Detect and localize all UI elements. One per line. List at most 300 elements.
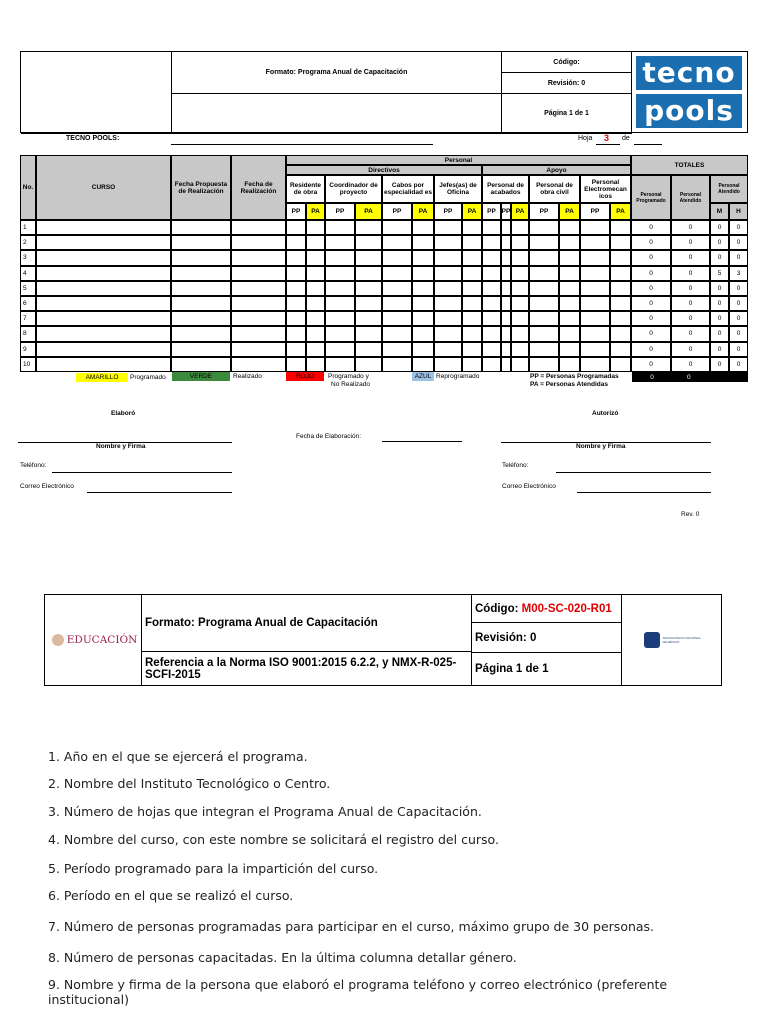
- instruction-1: 1. Año en el que se ejercerá el programa.: [48, 749, 308, 764]
- row-total-programado: 0: [631, 311, 671, 326]
- row-atendido-h: 0: [729, 235, 748, 250]
- grid-cell: [482, 281, 501, 296]
- grid-cell: [482, 266, 501, 281]
- grid-cell: [462, 311, 482, 326]
- grid-cell: [412, 342, 434, 357]
- instruction-6: 6. Período en el que se realizó el curso.: [48, 888, 294, 903]
- grid-cell: [501, 220, 511, 235]
- instruction-2: 2. Nombre del Instituto Tecnológico o Centro.: [48, 776, 331, 791]
- grid-cell: [610, 235, 631, 250]
- de-line: [634, 144, 662, 145]
- grid-cell: [559, 220, 580, 235]
- grid-cell: [306, 220, 325, 235]
- row-total-atendido: 0: [671, 326, 710, 341]
- grid-cell: [529, 220, 559, 235]
- grid-cell: [36, 220, 171, 235]
- grid-cell: [511, 281, 529, 296]
- grid-cell: [306, 235, 325, 250]
- grid-cell: [559, 266, 580, 281]
- row-atendido-h: 0: [729, 342, 748, 357]
- grid-cell: [580, 296, 610, 311]
- grid-cell: [610, 357, 631, 372]
- sep-codigo-label: Código:: [475, 602, 519, 615]
- grid-cell: [355, 326, 382, 341]
- grid-cell: [286, 281, 306, 296]
- grid-cell: [171, 326, 231, 341]
- row-number: 9: [20, 342, 36, 357]
- grid-cell: [529, 342, 559, 357]
- grid-cell: [286, 235, 306, 250]
- grid-cell: [434, 296, 462, 311]
- col-m: M: [710, 203, 729, 220]
- grid-cell: [580, 281, 610, 296]
- grid-cell: [325, 281, 355, 296]
- row-total-programado: 0: [631, 296, 671, 311]
- elaboro-nombre-firma: Nombre y Firma: [96, 443, 146, 450]
- row-number: 2: [20, 235, 36, 250]
- grid-cell: [610, 296, 631, 311]
- grid-cell: [231, 220, 286, 235]
- grid-cell: [325, 250, 355, 265]
- col-curso: CURSO: [36, 155, 171, 220]
- col-fecha-propuesta: Fecha Propuesta de Realización: [171, 155, 231, 220]
- grid-cell: [482, 311, 501, 326]
- grid-cell: [382, 281, 412, 296]
- grid-cell: [434, 311, 462, 326]
- grid-cell: [434, 250, 462, 265]
- grid-cell: [36, 296, 171, 311]
- grid-cell: [355, 235, 382, 250]
- grid-cell: [171, 235, 231, 250]
- grid-cell: [529, 235, 559, 250]
- grid-cell: [529, 296, 559, 311]
- pp-cabos: PP: [382, 203, 412, 220]
- grid-cell: [286, 342, 306, 357]
- grid-cell: [529, 326, 559, 341]
- pp-residente: PP: [286, 203, 306, 220]
- logo-line-2: pools: [636, 94, 742, 128]
- instruction-3: 3. Número de hojas que integran el Programa Anual de Capacitación.: [48, 804, 482, 819]
- grid-cell: [306, 326, 325, 341]
- grid-cell: [511, 357, 529, 372]
- header-title: Formato: Programa Anual de Capacitación: [172, 52, 502, 94]
- col-atendido-genero: Personal Atendido: [710, 175, 748, 203]
- grid-cell: [412, 235, 434, 250]
- grid-cell: [559, 357, 580, 372]
- pa-note: PA = Personas Atendidas: [530, 381, 608, 388]
- grid-cell: [355, 311, 382, 326]
- grid-cell: [306, 357, 325, 372]
- row-atendido-h: 0: [729, 250, 748, 265]
- grid-cell: [36, 235, 171, 250]
- grid-cell: [171, 311, 231, 326]
- row-atendido-h: 0: [729, 326, 748, 341]
- hoja-label: Hoja: [578, 135, 593, 142]
- grid-cell: [306, 266, 325, 281]
- pp-jefes: PP: [434, 203, 462, 220]
- grid-cell: [501, 357, 511, 372]
- grid-cell: [501, 235, 511, 250]
- instruction-8: 8. Número de personas capacitadas. En la última columna detallar género.: [48, 950, 517, 965]
- instruction-5: 5. Período programado para la impartición del curso.: [48, 861, 379, 876]
- elaboro-correo-label: Correo Electrónico: [20, 483, 74, 490]
- grid-cell: [231, 342, 286, 357]
- grid-cell: [286, 311, 306, 326]
- grid-cell: [306, 296, 325, 311]
- grid-cell: [434, 357, 462, 372]
- grid-cell: [231, 357, 286, 372]
- grid-cell: [559, 342, 580, 357]
- grid-cell: [286, 266, 306, 281]
- grid-cell: [36, 266, 171, 281]
- row-total-programado: 0: [631, 250, 671, 265]
- grid-cell: [511, 235, 529, 250]
- educacion-logo-text: EDUCACIÓN: [66, 634, 138, 646]
- grid-cell: [355, 250, 382, 265]
- grid-cell: [325, 342, 355, 357]
- row-total-atendido: 0: [671, 281, 710, 296]
- grid-cell: [580, 342, 610, 357]
- sep-codigo: [472, 595, 622, 623]
- grid-cell: [412, 281, 434, 296]
- grid-cell: [382, 266, 412, 281]
- row-atendido-h: 0: [729, 296, 748, 311]
- col-fecha-realizacion: Fecha de Realización: [231, 155, 286, 220]
- grid-cell: [325, 266, 355, 281]
- grid-cell: [610, 281, 631, 296]
- grid-cell: [559, 326, 580, 341]
- grid-cell: [501, 296, 511, 311]
- grid-cell: [529, 281, 559, 296]
- grid-cell: [355, 281, 382, 296]
- grid-cell: [355, 296, 382, 311]
- grid-cell: [559, 296, 580, 311]
- grid-cell: [171, 296, 231, 311]
- legend-verde-text: Realizado: [233, 373, 262, 380]
- header-codigo: Código:: [502, 52, 632, 73]
- row-atendido-m: 0: [710, 220, 729, 235]
- grid-cell: [382, 250, 412, 265]
- header-title-blank: [172, 94, 502, 134]
- group-personal: Personal: [286, 155, 631, 165]
- educacion-logo-cell: [45, 595, 142, 686]
- grid-cell: [482, 326, 501, 341]
- grid-cell: [559, 311, 580, 326]
- grid-cell: [501, 250, 511, 265]
- pp-coordinador: PP: [325, 203, 355, 220]
- group-apoyo: Apoyo: [482, 165, 631, 175]
- row-total-atendido: 0: [671, 266, 710, 281]
- grid-cell: [325, 357, 355, 372]
- grid-cell: [580, 235, 610, 250]
- row-total-programado: 0: [631, 357, 671, 372]
- grid-cell: [382, 311, 412, 326]
- grid-cell: [511, 311, 529, 326]
- grid-cell: [462, 357, 482, 372]
- grid-cell: [382, 326, 412, 341]
- row-total-atendido: 0: [671, 296, 710, 311]
- row-atendido-m: 5: [710, 266, 729, 281]
- grid-cell: [306, 311, 325, 326]
- grid-cell: [171, 281, 231, 296]
- row-atendido-m: 0: [710, 250, 729, 265]
- row-atendido-h: 0: [729, 220, 748, 235]
- col-h: H: [729, 203, 748, 220]
- grid-cell: [325, 235, 355, 250]
- grid-cell: [286, 220, 306, 235]
- grid-cell: [231, 281, 286, 296]
- row-total-programado: 0: [631, 281, 671, 296]
- grid-cell: [482, 235, 501, 250]
- grid-cell: [462, 250, 482, 265]
- grid-cell: [434, 281, 462, 296]
- group-totales: TOTALES: [631, 155, 748, 175]
- grid-cell: [306, 342, 325, 357]
- grid-cell: [171, 250, 231, 265]
- sep-revision: Revisión: 0: [472, 623, 622, 653]
- grid-cell: [482, 250, 501, 265]
- grid-cell: [355, 266, 382, 281]
- row-number: 8: [20, 326, 36, 341]
- grid-cell: [610, 311, 631, 326]
- row-total-programado: 0: [631, 266, 671, 281]
- grid-cell: [610, 342, 631, 357]
- grid-cell: [462, 296, 482, 311]
- grid-cell: [462, 266, 482, 281]
- grid-cell: [412, 357, 434, 372]
- pp-note: PP = Personas Programadas: [530, 373, 619, 380]
- row-number: 3: [20, 250, 36, 265]
- row-atendido-m: 0: [710, 296, 729, 311]
- row-total-atendido: 0: [671, 311, 710, 326]
- row-total-programado: 0: [631, 235, 671, 250]
- grid-cell: [36, 281, 171, 296]
- pa-electro: PA: [610, 203, 631, 220]
- row-total-atendido: 0: [671, 357, 710, 372]
- pa-coordinador: PA: [355, 203, 382, 220]
- row-total-atendido: 0: [671, 220, 710, 235]
- sep-codigo-value: M00-SC-020-R01: [521, 602, 612, 615]
- row-total-atendido: 0: [671, 342, 710, 357]
- grid-cell: [171, 266, 231, 281]
- grid-cell: [36, 250, 171, 265]
- grid-cell: [511, 342, 529, 357]
- legend-amarillo: AMARILLO: [76, 373, 128, 382]
- row-atendido-h: 0: [729, 357, 748, 372]
- grid-cell: [559, 235, 580, 250]
- grid-cell: [231, 296, 286, 311]
- elaboro-correo-line: [87, 492, 232, 493]
- grid-cell: [580, 326, 610, 341]
- row-total-programado: 0: [631, 220, 671, 235]
- grid-cell: [482, 357, 501, 372]
- grid-cell: [434, 326, 462, 341]
- row-total-programado: 0: [631, 326, 671, 341]
- grid-cell: [171, 220, 231, 235]
- header-revision: Revisión: 0: [502, 73, 632, 94]
- grid-cell: [580, 311, 610, 326]
- grid-cell: [231, 250, 286, 265]
- legend-rojo: ROJO: [286, 372, 324, 381]
- logo-line-1: tecno: [636, 56, 742, 90]
- pa-acabados: PA: [511, 203, 529, 220]
- total-programado-cell: 0: [632, 372, 672, 382]
- grid-cell: [412, 250, 434, 265]
- row-number: 1: [20, 220, 36, 235]
- grid-cell: [501, 311, 511, 326]
- col-acabados: Personal de acabados: [482, 175, 529, 203]
- grid-cell: [511, 220, 529, 235]
- de-label: de: [622, 135, 630, 142]
- grid-cell: [36, 326, 171, 341]
- row-atendido-m: 0: [710, 326, 729, 341]
- col-coordinador: Coordinador de proyecto: [325, 175, 382, 203]
- tecnopools-logo: [632, 52, 746, 132]
- elaboro-telefono-line: [52, 472, 232, 473]
- grid-cell: [412, 296, 434, 311]
- grid-cell: [355, 220, 382, 235]
- grid-cell: [382, 235, 412, 250]
- grid-cell: [434, 220, 462, 235]
- grid-cell: [171, 342, 231, 357]
- grid-cell: [231, 235, 286, 250]
- pp-obra-civil: PP: [529, 203, 559, 220]
- grid-cell: [529, 266, 559, 281]
- row-atendido-m: 0: [710, 235, 729, 250]
- grid-cell: [511, 326, 529, 341]
- grid-cell: [355, 342, 382, 357]
- legend-verde: VERDE: [172, 372, 230, 381]
- instruction-9: 9. Nombre y firma de la persona que elaboró el programa teléfono y correo electrónico (preferente institucional): [48, 977, 668, 1007]
- grid-cell: [231, 266, 286, 281]
- elaboro-label: Elaboró: [111, 410, 136, 417]
- grid-cell: [36, 342, 171, 357]
- grid-cell: [482, 342, 501, 357]
- instruction-7: 7. Número de personas programadas para participar en el curso, máximo grupo de 30 personas.: [48, 919, 655, 934]
- grid-cell: [529, 311, 559, 326]
- grid-cell: [511, 266, 529, 281]
- fecha-elaboracion-line: [382, 441, 462, 442]
- grid-cell: [580, 220, 610, 235]
- header-blank-left: [21, 52, 172, 134]
- autorizo-correo-line: [577, 492, 711, 493]
- grid-cell: [482, 220, 501, 235]
- rev-label: Rev. 0: [681, 511, 700, 518]
- autorizo-telefono-line: [556, 472, 711, 473]
- header-pagina: Página 1 de 1: [502, 94, 632, 134]
- row-atendido-h: 3: [729, 266, 748, 281]
- col-obra-civil: Personal de obra civil: [529, 175, 580, 203]
- grid-cell: [501, 281, 511, 296]
- col-jefes: Jefes(as) de Oficina: [434, 175, 482, 203]
- grid-cell: [325, 311, 355, 326]
- row-atendido-m: 0: [710, 357, 729, 372]
- grid-cell: [171, 357, 231, 372]
- pp-acabados: PP: [482, 203, 501, 220]
- row-number: 10: [20, 357, 36, 372]
- col-no: No.: [20, 155, 36, 220]
- row-number: 5: [20, 281, 36, 296]
- grid-cell: [412, 220, 434, 235]
- row-atendido-h: 0: [729, 311, 748, 326]
- grid-cell: [501, 326, 511, 341]
- grid-cell: [462, 220, 482, 235]
- grid-cell: [434, 342, 462, 357]
- grid-cell: [286, 250, 306, 265]
- tecnm-logo-icon: [644, 632, 660, 648]
- row-atendido-m: 0: [710, 342, 729, 357]
- grid-cell: [412, 326, 434, 341]
- grid-cell: [580, 357, 610, 372]
- pa-jefes: PA: [462, 203, 482, 220]
- autorizo-nombre-firma: Nombre y Firma: [576, 443, 626, 450]
- legend-azul-text: Reprogramado: [436, 373, 480, 380]
- autorizo-label: Autorizó: [592, 410, 619, 417]
- grid-cell: [412, 311, 434, 326]
- grid-cell: [462, 281, 482, 296]
- pa-obra-civil: PA: [559, 203, 580, 220]
- grid-cell: [529, 250, 559, 265]
- row-atendido-m: 0: [710, 281, 729, 296]
- instruction-4: 4. Nombre del curso, con este nombre se solicitará el registro del curso.: [48, 832, 499, 847]
- col-cabos: Cabos por especialidad es: [382, 175, 434, 203]
- grid-cell: [434, 266, 462, 281]
- grid-cell: [511, 296, 529, 311]
- grid-cell: [511, 250, 529, 265]
- sep-referencia: Referencia a la Norma ISO 9001:2015 6.2.2, y NMX-R-025-SCFI-2015: [142, 652, 472, 686]
- grid-cell: [580, 250, 610, 265]
- col-total-programado: Personal Programado: [631, 175, 671, 220]
- fecha-elaboracion-label: Fecha de Elaboración:: [296, 433, 362, 440]
- grid-cell: [382, 342, 412, 357]
- grid-cell: [286, 357, 306, 372]
- grid-cell: [580, 266, 610, 281]
- company-line: [171, 144, 433, 145]
- grid-cell: [482, 296, 501, 311]
- legend-rojo-text-2: No Realizado: [331, 381, 371, 388]
- grid-cell: [610, 326, 631, 341]
- sep-pagina: Página 1 de 1: [472, 653, 622, 686]
- grid-cell: [529, 357, 559, 372]
- row-total-atendido: 0: [671, 235, 710, 250]
- autorizo-telefono-label: Teléfono:: [502, 462, 529, 469]
- grid-cell: [462, 326, 482, 341]
- grid-cell: [382, 357, 412, 372]
- grid-cell: [559, 281, 580, 296]
- educacion-logo: [52, 634, 138, 646]
- grid-cell: [382, 220, 412, 235]
- col-residente: Residente de obra: [286, 175, 325, 203]
- sep-header: [44, 594, 722, 686]
- legend-rojo-text-1: Programado y: [328, 373, 369, 380]
- col-total-atendido: Personal Atendido: [671, 175, 710, 220]
- grid-cell: [610, 250, 631, 265]
- grid-cell: [355, 357, 382, 372]
- tecnm-logo-text: TECNOLÓGICO NACIONAL DE MÉXICO: [662, 636, 701, 644]
- pp-acabados-2: PP: [501, 203, 511, 220]
- row-total-atendido: 0: [671, 250, 710, 265]
- grid-cell: [610, 220, 631, 235]
- grid-cell: [501, 342, 511, 357]
- grid-cell: [286, 326, 306, 341]
- grid-cell: [501, 266, 511, 281]
- row-atendido-h: 0: [729, 281, 748, 296]
- grid-cell: [325, 220, 355, 235]
- grid-cell: [306, 250, 325, 265]
- pa-residente: PA: [306, 203, 325, 220]
- seal-icon: [52, 634, 64, 646]
- grid-cell: [231, 311, 286, 326]
